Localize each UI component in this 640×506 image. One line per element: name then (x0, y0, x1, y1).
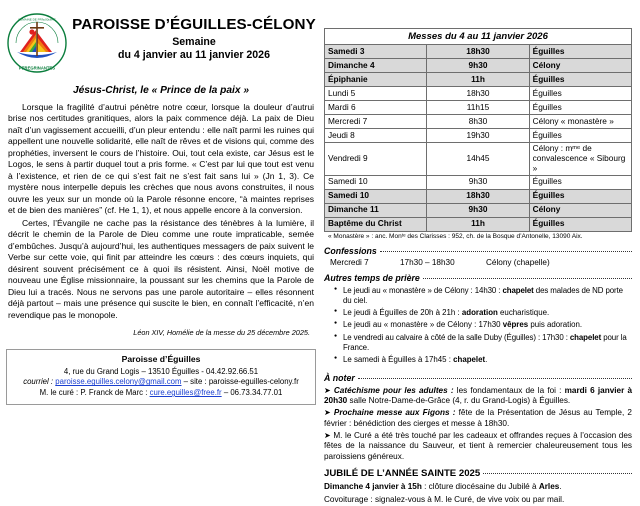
prayer-text-before: Le vendredi au calvaire à côté de la salle Duby (Éguilles) : 17h30 : (343, 332, 570, 342)
confessions-place: Célony (chapelle) (486, 258, 550, 268)
date-range: du 4 janvier au 11 janvier 2026 (118, 49, 270, 62)
mass-time: 11h15 (427, 101, 529, 115)
svg-text:SEMAINE DE PRI\u00c8RE: SEMAINE DE PRI\u00c8RE (18, 17, 56, 22)
jubile-date: Dimanche 4 janvier à 15h (324, 482, 422, 492)
mass-place: Célony (529, 203, 631, 217)
contact-email-line (13, 377, 309, 388)
prayer-text-after: puis adoration. (528, 320, 583, 330)
confessions-label: Confessions (324, 246, 377, 257)
table-row (325, 217, 632, 231)
mass-time: 18h30 (427, 189, 529, 203)
mass-day: Baptême du Christ (325, 217, 427, 231)
table-row (325, 45, 632, 59)
note-2-text: fête de la Présentation de Jésus au Temple, 2 février : bénédiction des cierges et messe à 18h30. (324, 408, 632, 428)
prayer-item (334, 355, 632, 365)
masthead (6, 6, 316, 74)
mass-day: Dimanche 4 (325, 59, 427, 73)
table-row (325, 115, 632, 129)
contact-address: 4, rue du Grand Logis – 13510 Éguilles - 04.42.92.66.51 (63, 366, 259, 376)
mass-day: Mardi 6 (325, 101, 427, 115)
note-1-bold: mardi 6 janvier à 20h30 (324, 385, 632, 406)
mass-time: 9h30 (427, 59, 529, 73)
confessions-row (330, 258, 632, 267)
mass-schedule-table (324, 28, 632, 232)
table-row (325, 129, 632, 143)
homily-paragraph-1: Lorsque la fragilité d’autrui pénètre notre cœur, lorsque la douleur d’autrui brise nos certitudes granitiques, alors la paix commence déjà. La paix de Dieu naît d’un vagissement accueilli, d’un pleur entendu : elle naît parmi les ruines qui appellent une nouvelle solidarité, elle naît de rêves et de visions qui, comme des prophéties, inversent le cours de l’histoire. Oui, tout cela existe, car Jésus est le Logos, le sens à partir duquel tout a pris forme. « C’est par lui que tout est venu à l’existence, et rien de ce qui s’est fait ne s’est fait sans lui » (Jn 1, 3). Ce mystère nous interpelle depuis les crèches que nous avons construites, il nous ouvre les yeux sur un monde où la Parole résonne encore, “à maintes reprises et de bien des manières” (cf. He 1, 1), et nous appelle encore à la conversion. (8, 102, 314, 216)
arrow-bullet-icon-2: ➤ (324, 408, 331, 418)
prayer-keyword: chapelet (453, 354, 486, 364)
table-row (325, 175, 632, 189)
contact-cure-label: M. le curé : P. Franck de Marc : (39, 388, 148, 398)
prayer-text-after: eucharistique. (497, 308, 550, 318)
jubile-place: Arles (538, 482, 560, 492)
prayers-label: Autres temps de prière (324, 273, 420, 284)
prayer-item (334, 308, 632, 318)
prayer-keyword: adoration (461, 308, 498, 318)
table-row (325, 101, 632, 115)
jubile-line-2: Covoiturage : signalez-vous à M. le Curé, de vive voix ou par mail. (324, 495, 565, 504)
table-row (325, 189, 632, 203)
mass-day: Samedi 3 (325, 45, 427, 59)
notes-label: À noter (324, 373, 355, 384)
homily-paragraph-2: Certes, l’Évangile ne cache pas la résistance des ténèbres à la lumière, il décrit le chemin de la Parole de Dieu comme une route impraticable, semée d’embûches. Jusqu’à aujourd’hui, les authentiques messagers de paix suivent le Verbe sur cette voie, qui finit par atteindre les cœurs : des cœurs inquiets, qui désirent souvent précisément ce à quoi ils résistent. Ainsi, Noël motive de nouveau une Église missionnaire, la poussant sur les chemins que la Parole de Dieu lui a tracés. Nous ne servons pas une parole autoritaire – elles résonnent déjà partout – mais une présence qui suscite le bien, en connaît l’efficacité, n’en revendique pas le monopole. (8, 217, 314, 320)
prayer-text-after: pour la France. (343, 332, 627, 352)
mass-day: Samedi 10 (325, 175, 427, 189)
contact-title: Paroisse d’Éguilles (121, 354, 201, 365)
mass-place: Célony (529, 59, 631, 73)
table-row (325, 87, 632, 101)
mass-day: Jeudi 8 (325, 129, 427, 143)
contact-site-label: – site : (183, 377, 207, 387)
notes-heading (324, 373, 632, 383)
mass-day: Lundi 5 (325, 87, 427, 101)
mass-day: Dimanche 11 (325, 203, 427, 217)
prayer-text-after: . (485, 354, 488, 364)
mass-time: 11h (427, 73, 529, 87)
mass-schedule-body (325, 29, 632, 232)
prayer-keyword: vêpres (502, 320, 529, 330)
title-block (72, 10, 316, 61)
left-column (6, 6, 316, 448)
mass-place: Éguilles (529, 101, 631, 115)
contact-box (6, 349, 316, 404)
contact-cure-line (13, 388, 309, 399)
mass-place: Éguilles (529, 73, 631, 87)
confessions-time: 17h30 – 18h30 (400, 258, 455, 268)
jubile-text: : clôture diocésaine du Jubilé à (421, 482, 539, 492)
mass-time: 18h30 (427, 87, 529, 101)
prayer-item (334, 286, 632, 306)
arrow-bullet-icon-3: ➤ (324, 430, 331, 440)
note-3-text: M. le Curé a été très touché par les cadeaux et offrandes reçues à l’occasion des fêtes de la naissance du Sauveur, et tient à remercier chaleureusement tous les paroissiens généreux. (324, 430, 633, 461)
mass-time: 11h (427, 217, 529, 231)
mass-place: Éguilles (529, 189, 631, 203)
prayers-heading (324, 273, 632, 283)
mass-time: 9h30 (427, 175, 529, 189)
homily-verse-title: Jésus-Christ, le « Prince de la paix » (72, 85, 250, 96)
jubile-end: . (559, 482, 562, 492)
table-caption: Messes du 4 au 11 janvier 2026 (325, 29, 632, 45)
peregrinantes-emblem-icon (6, 12, 68, 74)
mass-place: Célony « monastère » (529, 115, 631, 129)
mass-place: Éguilles (529, 129, 631, 143)
prayers-list (324, 286, 632, 367)
contact-cure-email-link[interactable]: cure.eguilles@free.fr (149, 388, 222, 398)
mass-time: 8h30 (427, 115, 529, 129)
contact-email-link[interactable]: paroisse.eguilles.celony@gmail.com (55, 377, 182, 387)
jubile-line-1 (324, 482, 632, 493)
prayer-text-before: Le jeudi au « monastère » de Célony : 17h30 (343, 320, 503, 330)
table-row (325, 143, 632, 175)
mass-day: Mercredi 7 (325, 115, 427, 129)
mass-place: Célony : mᵐᵉ de convalescence « Sibourg » (529, 143, 631, 175)
mass-time: 14h45 (427, 143, 529, 175)
mass-place: Éguilles (529, 217, 631, 231)
confessions-rule (380, 251, 632, 252)
contact-email-label: courriel : (23, 377, 54, 387)
note-item-figons (324, 408, 632, 429)
mass-day: Samedi 10 (325, 189, 427, 203)
note-1-text: les fondamentaux de la foi : (453, 385, 565, 395)
prayer-text-after: des malades de ND porte du ciel. (343, 286, 623, 305)
mass-time: 18h30 (427, 45, 529, 59)
homily-body (8, 102, 314, 321)
prayer-item (334, 333, 632, 353)
table-caption-row (325, 29, 632, 45)
monastere-footnote: « Monastère » : anc. Monᵗᵉ des Clarisses : 952, ch. de la Bosque d’Antonelle, 13090 Aix. (328, 233, 583, 241)
prayer-keyword: chapelet (502, 286, 534, 296)
note-item-catechisme (324, 386, 632, 407)
note-1-title: Catéchisme pour les adultes : (333, 385, 454, 395)
confessions-heading (324, 246, 632, 256)
table-row (325, 73, 632, 87)
svg-text:PEREGRINANTES: PEREGRINANTES (18, 65, 56, 71)
table-row (325, 59, 632, 73)
prayer-text-before: Le jeudi au « monastère » de Célony : 14h30 : (343, 286, 503, 296)
mass-day: Vendredi 9 (325, 143, 427, 175)
note-item-remerciement (324, 431, 632, 463)
table-row (325, 203, 632, 217)
parish-logo (6, 12, 68, 74)
prayer-text-before: Le jeudi à Éguilles de 20h à 21h : (343, 308, 462, 318)
contact-site: paroisse-eguilles-celony.fr (208, 377, 299, 387)
mass-place: Éguilles (529, 45, 631, 59)
week-label: Semaine (172, 36, 216, 49)
notes-rule (358, 378, 632, 379)
confessions-day: Mercredi 7 (330, 258, 369, 268)
mass-time: 9h30 (427, 203, 529, 217)
prayers-rule (423, 278, 632, 279)
mass-time: 19h30 (427, 129, 529, 143)
mass-place: Éguilles (529, 175, 631, 189)
mass-day: Épiphanie (325, 73, 427, 87)
mass-place: Éguilles (529, 87, 631, 101)
page-title: PAROISSE D’ÉGUILLES-CÉLONY (72, 16, 316, 33)
homily-signature: Léon XIV, Homélie de la messe du 25 décembre 2025. (133, 328, 310, 338)
jubile-heading (324, 468, 632, 479)
note-2-title: Prochaine messe aux Figons : (333, 408, 456, 418)
prayer-keyword: chapelet (569, 332, 602, 342)
prayer-item (334, 320, 632, 330)
prayer-text-before: Le samedi à Éguilles à 17h45 : (343, 354, 454, 364)
arrow-bullet-icon: ➤ (324, 385, 331, 395)
right-column (324, 6, 633, 504)
note-1-rest: salle Notre-Dame-de-Grâce (4, r. du Grand-Logis) à Éguilles. (347, 396, 571, 406)
contact-cure-phone: – 06.73.34.77.01 (223, 388, 283, 398)
jubile-rule (483, 473, 632, 474)
jubile-label: JUBILÉ DE L’ANNÉE SAINTE 2025 (324, 468, 481, 480)
